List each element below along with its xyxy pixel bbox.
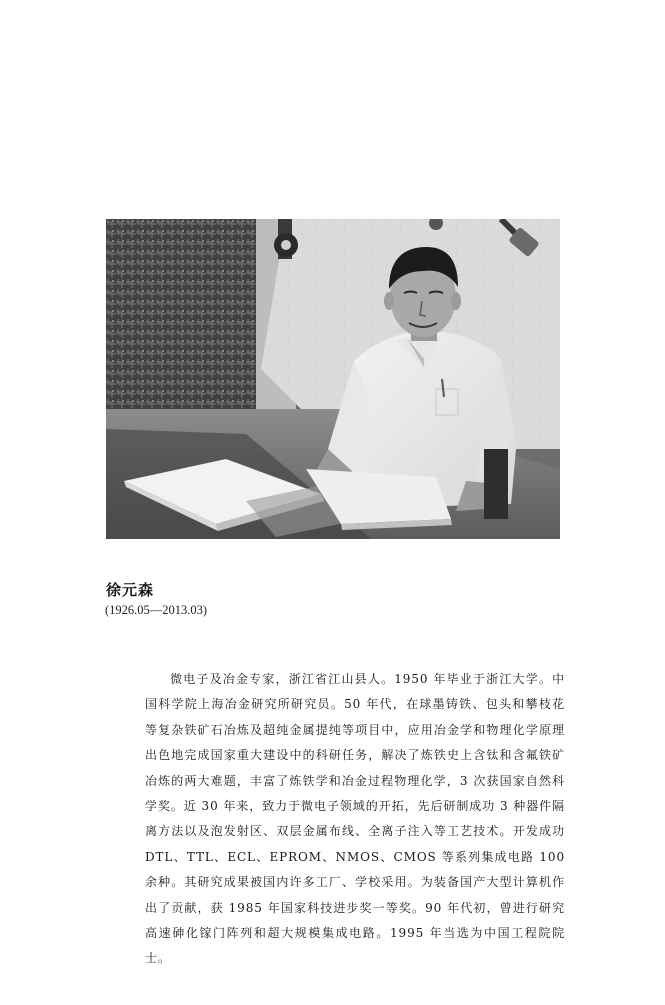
person-name: 徐元森 [106, 581, 155, 599]
portrait-photo [106, 219, 560, 539]
biography-paragraph: 微电子及冶金专家，浙江省江山县人。1950 年毕业于浙江大学。中国科学院上海冶金研究所研究员。50 年代，在球墨铸铁、包头和攀枝花等复杂铁矿石冶炼及超纯金属提纯等项目中，应用冶金学和物理化学原理出色地完成国家重大建设中的科研任务，解决了炼铁史上含钛和含氟铁矿冶炼的两大难题，丰富了炼铁学和冶金过程物理化学，3 次获国家自然科学奖。近 30 年来，致力于微电子领域的开拓，先后研制成功 3 种器件隔离方法以及泡发射区、双层金属布线、全离子注入等工艺技术。开发成功 DTL、TTL、ECL、EPROM、NMOS、CMOS 等系列集成电路 100 余种。其研究成果被国内许多工厂、学校采用。为装备国产大型计算机作出了贡献，获 1985 年国家科技进步奖一等奖。90 年代初，曾进行研究高速砷化镓门阵列和超大规模集成电路。1995 年当选为中国工程院院士。 [145, 672, 565, 966]
person-dates: (1926.05—2013.03) [105, 603, 208, 617]
portrait-photo-drawing [106, 219, 560, 539]
